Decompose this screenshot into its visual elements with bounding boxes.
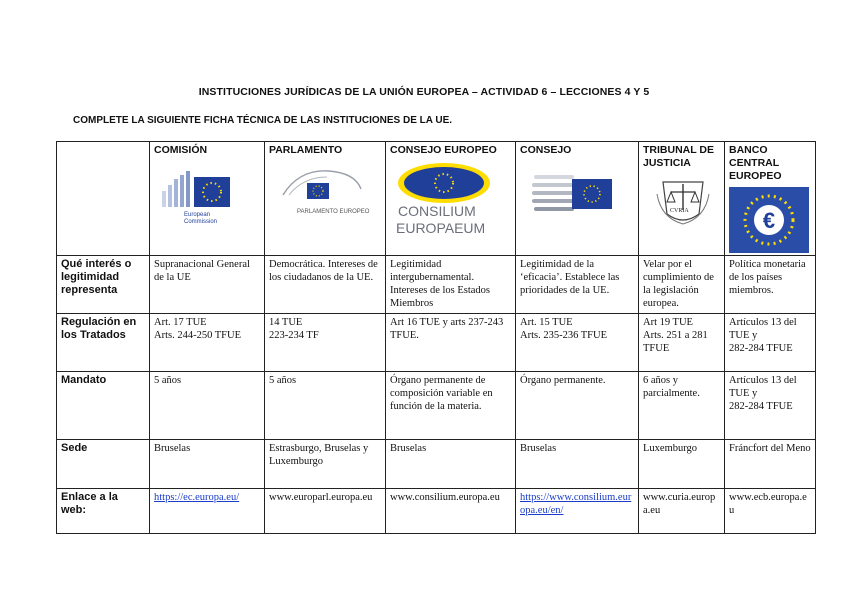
table-cell: Artículos 13 del TUE y 282-284 TFUE: [725, 314, 816, 372]
table-cell: Bruselas: [150, 440, 265, 489]
table-cell: Órgano permanente de composición variable en función de la materia.: [386, 372, 516, 440]
document-title: INSTITUCIONES JURÍDICAS DE LA UNIÓN EUROPEA – ACTIVIDAD 6 – LECCIONES 4 Y 5: [198, 86, 650, 98]
svg-text:€: €: [762, 208, 776, 233]
table-cell: [516, 489, 639, 534]
row-label: Enlace a la web:: [57, 489, 150, 534]
european-commission-logo: [154, 161, 258, 225]
row-label: Sede: [57, 440, 150, 489]
header-banco-central: BANCO CENTRAL EUROPEO €: [725, 142, 816, 256]
table-row-regulacion: [57, 314, 816, 372]
svg-text:EUROPAEUM: EUROPAEUM: [396, 220, 486, 236]
table-cell: 6 años y parcialmente.: [639, 372, 725, 440]
consilium-europaeum-logo: [390, 161, 502, 239]
document-subtitle: COMPLETE LA SIGUIENTE FICHA TÉCNICA DE LAS INSTITUCIONES DE LA UE.: [73, 115, 453, 126]
table-cell: Bruselas: [516, 440, 639, 489]
table-header-row: [57, 142, 816, 256]
table-cell: Bruselas: [386, 440, 516, 489]
council-logo: [520, 161, 624, 223]
row-label: Regulación en los Tratados: [57, 314, 150, 372]
table-cell: [150, 489, 265, 534]
table-cell: Art 19 TUE Arts. 251 a 281 TFUE: [639, 314, 725, 372]
table-cell: Fráncfort del Meno: [725, 440, 816, 489]
svg-text:PARLAMENTO EUROPEO: PARLAMENTO EUROPEO: [297, 209, 370, 215]
table-cell: Art. 15 TUE Arts. 235-236 TFUE: [516, 314, 639, 372]
link-comision[interactable]: https://ec.europa.eu/: [154, 492, 240, 503]
table-cell: Supranacional General de la UE: [150, 256, 265, 314]
table-cell: Art. 17 TUE Arts. 244-250 TFUE: [150, 314, 265, 372]
table-cell: www.ecb.europa.eu: [725, 489, 816, 534]
svg-text:CVRIA: CVRIA: [670, 208, 689, 214]
row-label: Qué interés o legitimidad representa: [57, 256, 150, 314]
svg-text:European: European: [184, 212, 211, 218]
link-consejo[interactable]: https://www.consilium.europa.eu/en/: [520, 492, 632, 516]
table-row-mandato: [57, 372, 816, 440]
table-cell: 14 TUE 223-234 TF: [265, 314, 386, 372]
table-cell: www.curia.europa.eu: [639, 489, 725, 534]
header-consejo: CONSEJO: [516, 142, 639, 256]
table-cell: Artículos 13 del TUE y 282-284 TFUE: [725, 372, 816, 440]
table-cell: Órgano permanente.: [516, 372, 639, 440]
table-cell: Estrasburgo, Bruselas y Luxemburgo: [265, 440, 386, 489]
table-cell: 5 años: [150, 372, 265, 440]
header-tribunal: TRIBUNAL DE JUSTICIA CVRIA: [639, 142, 725, 256]
table-row-interes: [57, 256, 816, 314]
table-row-enlace: [57, 489, 816, 534]
header-parlamento: PARLAMENTO PARLAMENTO EUROPEO: [265, 142, 386, 256]
table-cell: 5 años: [265, 372, 386, 440]
table-cell: Art 16 TUE y arts 237-243 TFUE.: [386, 314, 516, 372]
institutions-table: [56, 141, 816, 534]
table-cell: Legitimidad intergubernamental. Intereses de los Estados Miembros: [386, 256, 516, 314]
table-cell: Democrática. Intereses de los ciudadanos de la UE.: [265, 256, 386, 314]
table-cell: www.consilium.europa.eu: [386, 489, 516, 534]
table-row-sede: [57, 440, 816, 489]
table-cell: Velar por el cumplimiento de la legislación europea.: [639, 256, 725, 314]
table-cell: www.europarl.europa.eu: [265, 489, 386, 534]
table-cell: Política monetaria de los países miembros.: [725, 256, 816, 314]
row-label: Mandato: [57, 372, 150, 440]
svg-text:Commission: Commission: [184, 219, 218, 225]
svg-text:CONSILIUM: CONSILIUM: [398, 203, 476, 219]
table-cell: Legitimidad de la ‘eficacia’. Establece las prioridades de la UE.: [516, 256, 639, 314]
cvria-logo: [643, 174, 723, 228]
header-consejo-europeo: CONSEJO EUROPEO CONSILIUM EUROPAEUM: [386, 142, 516, 256]
empty-corner-cell: [57, 142, 150, 256]
header-comision: COMISIÓN European Commission: [150, 142, 265, 256]
ecb-logo: [729, 187, 809, 253]
table-cell: Luxemburgo: [639, 440, 725, 489]
european-parliament-logo: [269, 161, 379, 225]
